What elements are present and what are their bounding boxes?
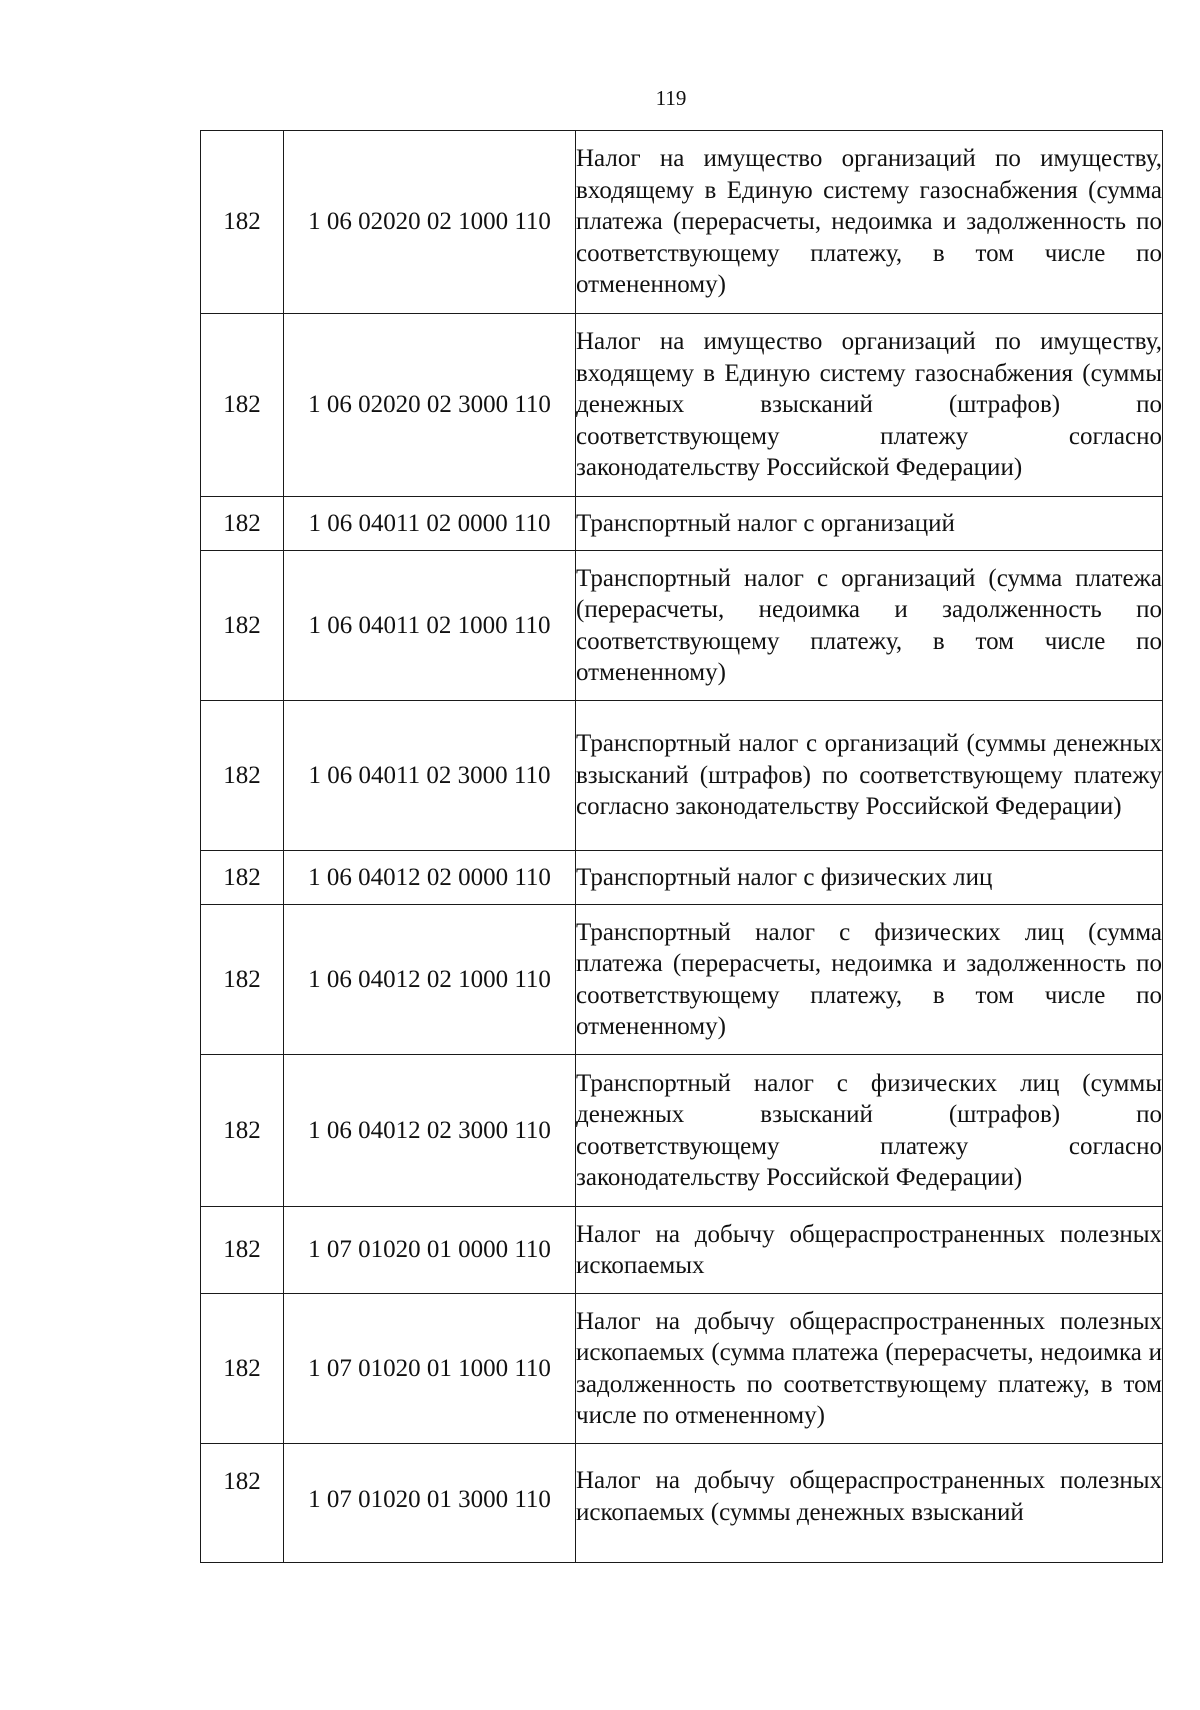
budget-codes-table: [200, 130, 1163, 1563]
admin-code-cell: 182: [201, 1444, 284, 1563]
admin-code-cell: 182: [201, 551, 284, 701]
budget-code-cell: 1 06 02020 02 3000 110: [284, 314, 576, 497]
description-cell: Налог на добычу общераспространенных полезных ископаемых (суммы денежных взысканий: [576, 1444, 1163, 1563]
page-number: 119: [655, 86, 687, 110]
table-row: [201, 1207, 1163, 1294]
admin-code-cell: 182: [201, 905, 284, 1055]
budget-code-cell: 1 06 02020 02 1000 110: [284, 131, 576, 314]
table-row: [201, 1444, 1163, 1563]
description-cell: Транспортный налог с организаций: [576, 497, 1163, 551]
table-row: [201, 905, 1163, 1055]
table-row: [201, 551, 1163, 701]
table-row: [201, 497, 1163, 551]
description-cell: Налог на добычу общераспространенных полезных ископаемых (сумма платежа (перерасчеты, недоимка и задолженность по соответствующему платежу, в том числе по отмененному): [576, 1294, 1163, 1444]
budget-code-cell: 1 06 04011 02 1000 110: [284, 551, 576, 701]
admin-code-cell: 182: [201, 314, 284, 497]
budget-code-cell: 1 06 04012 02 0000 110: [284, 851, 576, 905]
description-cell: Транспортный налог с физических лиц: [576, 851, 1163, 905]
description-cell: Транспортный налог с физических лиц (суммы денежных взысканий (штрафов) по соответствующему платежу согласно законодательству Российской Федерации): [576, 1055, 1163, 1207]
description-cell: Налог на добычу общераспространенных полезных ископаемых: [576, 1207, 1163, 1294]
admin-code-cell: 182: [201, 1207, 284, 1294]
budget-code-cell: 1 07 01020 01 3000 110: [284, 1444, 576, 1563]
budget-code-cell: 1 07 01020 01 0000 110: [284, 1207, 576, 1294]
admin-code-cell: 182: [201, 1055, 284, 1207]
admin-code-cell: 182: [201, 701, 284, 851]
description-cell: Налог на имущество организаций по имуществу, входящему в Единую систему газоснабжения (сумма платежа (перерасчеты, недоимка и задолженность по соответствующему платежу, в том числе по отмененному): [576, 131, 1163, 314]
table-row: [201, 1055, 1163, 1207]
admin-code-cell: 182: [201, 131, 284, 314]
budget-code-cell: 1 06 04011 02 0000 110: [284, 497, 576, 551]
budget-code-cell: 1 07 01020 01 1000 110: [284, 1294, 576, 1444]
admin-code-cell: 182: [201, 497, 284, 551]
admin-code-cell: 182: [201, 851, 284, 905]
table-row: [201, 851, 1163, 905]
description-cell: Транспортный налог с физических лиц (сумма платежа (перерасчеты, недоимка и задолженность по соответствующему платежу, в том числе по отмененному): [576, 905, 1163, 1055]
description-cell: Транспортный налог с организаций (суммы денежных взысканий (штрафов) по соответствующему платежу согласно законодательству Российской Федерации): [576, 701, 1163, 851]
table-row: [201, 701, 1163, 851]
description-cell: Налог на имущество организаций по имуществу, входящему в Единую систему газоснабжения (суммы денежных взысканий (штрафов) по соответствующему платежу согласно законодательству Российской Федерации): [576, 314, 1163, 497]
admin-code-cell: 182: [201, 1294, 284, 1444]
table-row: [201, 131, 1163, 314]
description-cell: Транспортный налог с организаций (сумма платежа (перерасчеты, недоимка и задолженность по соответствующему платежу, в том числе по отмененному): [576, 551, 1163, 701]
budget-code-cell: 1 06 04011 02 3000 110: [284, 701, 576, 851]
budget-code-cell: 1 06 04012 02 1000 110: [284, 905, 576, 1055]
table-row: [201, 314, 1163, 497]
budget-code-cell: 1 06 04012 02 3000 110: [284, 1055, 576, 1207]
table-row: [201, 1294, 1163, 1444]
